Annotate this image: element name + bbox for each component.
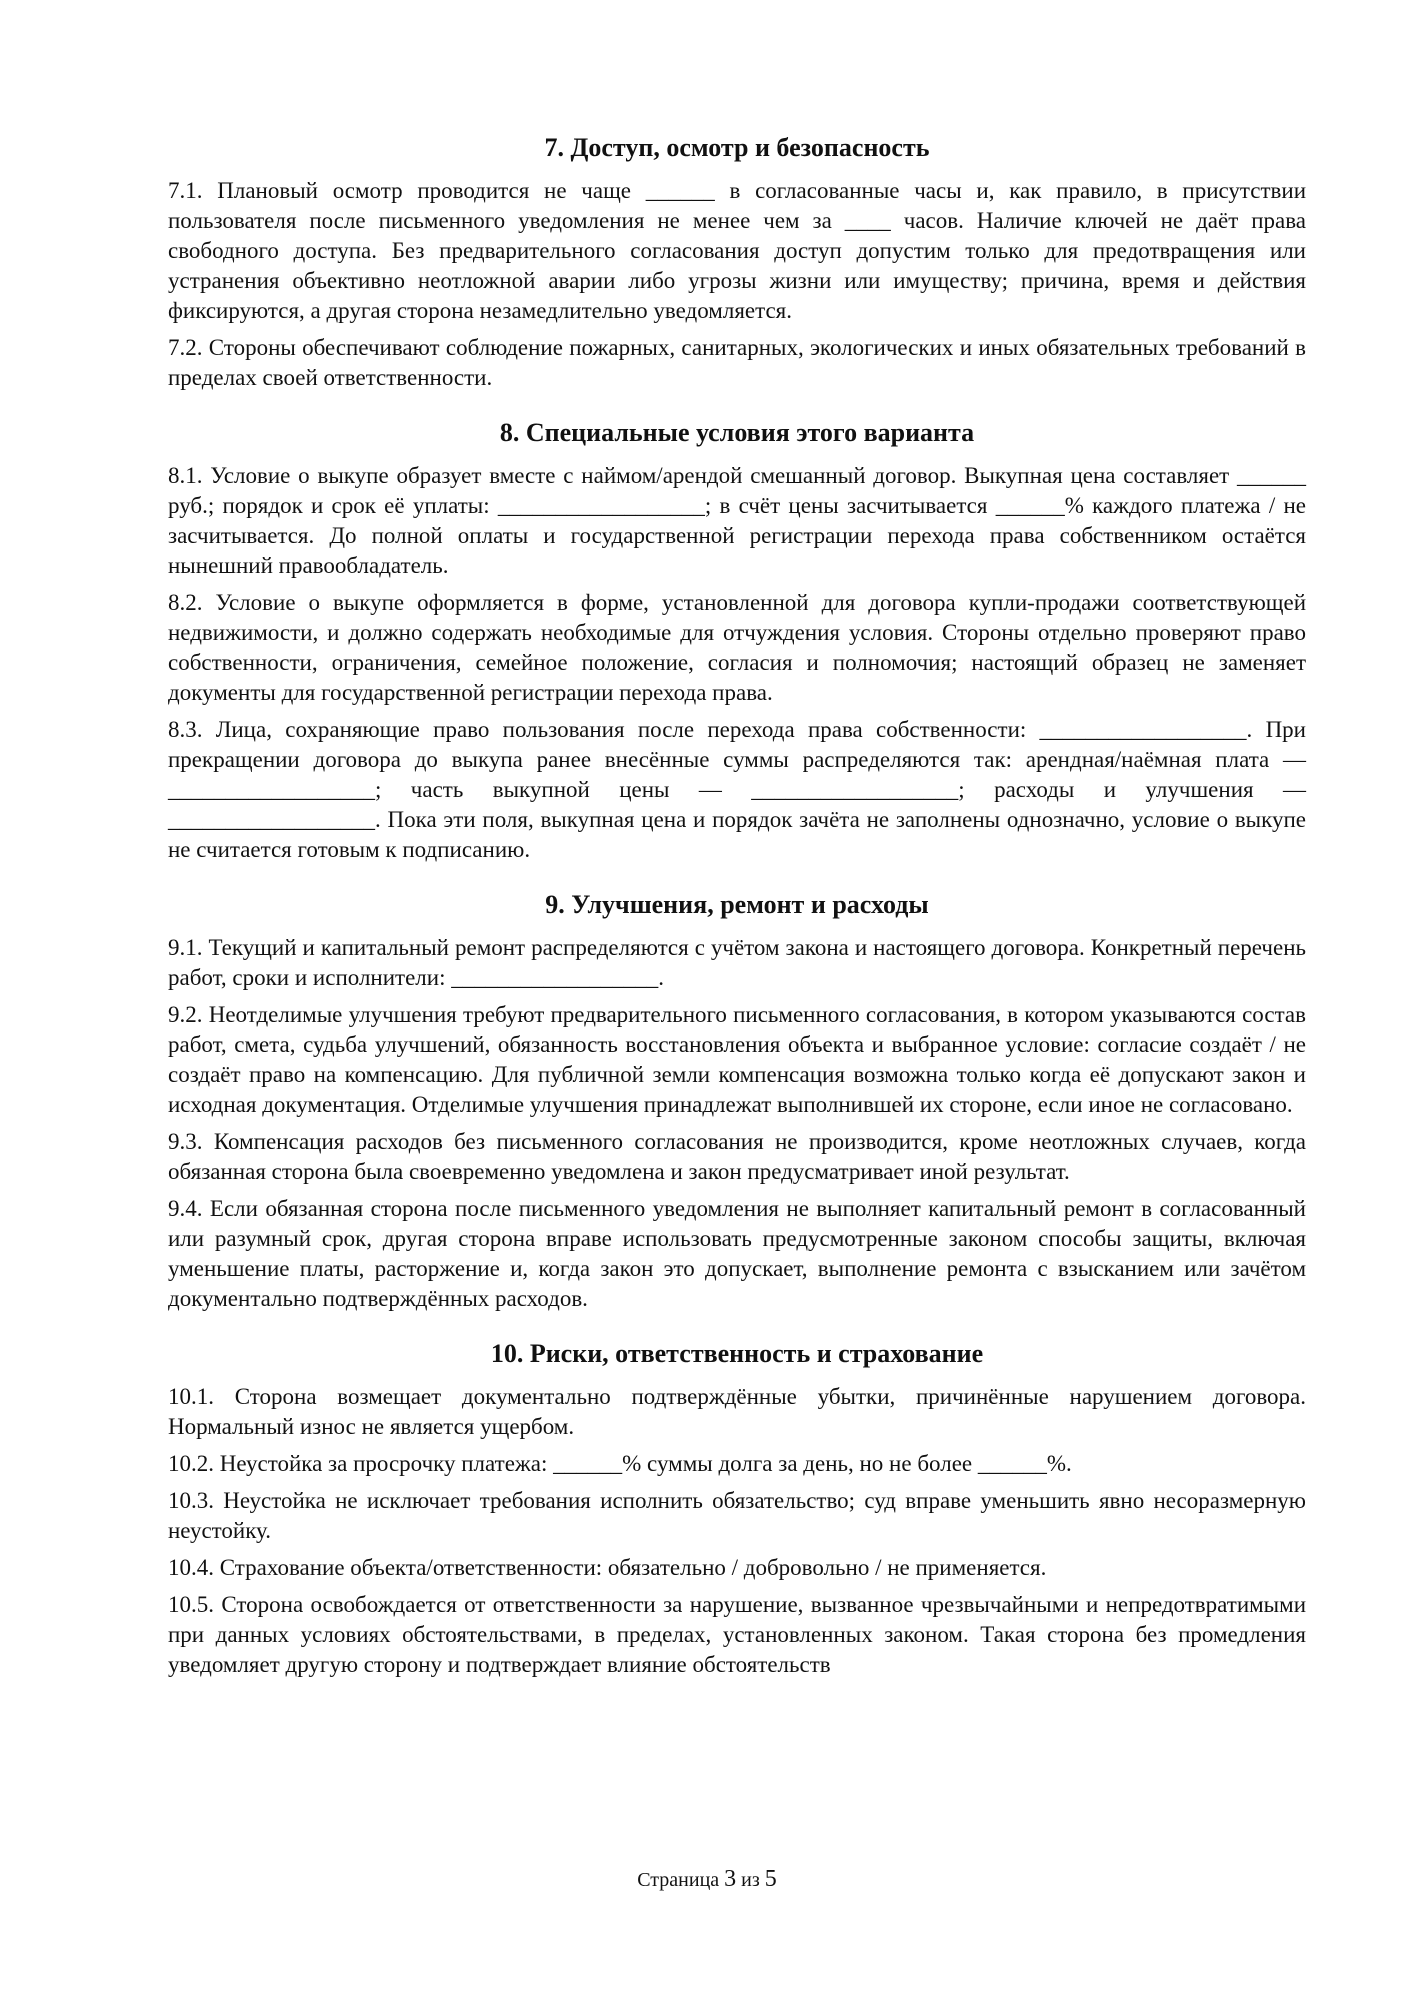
total-pages-number: 5 <box>764 1866 777 1892</box>
paragraph-8-3: 8.3. Лица, сохраняющие право пользования после перехода права собственности: __________________. При прекращении договора до выкупа ранее внесённые суммы распределяются так: арендная/наёмная плата — __________________; часть выкупной цены — __________________; расходы и улучшения — __________________. Пока эти поля, выкупная цена и порядок зачёта не заполнены однозначно, условие о выкупе не считается готовым к подписанию. <box>168 717 1306 862</box>
paragraph-9-1: 9.1. Текущий и капитальный ремонт распределяются с учётом закона и настоящего договора. Конкретный перечень работ, сроки и исполнители: __________________. <box>168 935 1306 990</box>
paragraph-9-4: 9.4. Если обязанная сторона после письменного уведомления не выполняет капитальный ремонт в согласованный или разумный срок, другая сторона вправе использовать предусмотренные законом способы защиты, включая уменьшение платы, расторжение и, когда закон это допускает, выполнение ремонта с взысканием или зачётом документально подтверждённых расходов. <box>168 1196 1306 1311</box>
section-title: 7. Доступ, осмотр и безопасность <box>544 133 930 162</box>
section-title: 8. Специальные условия этого варианта <box>499 418 975 447</box>
paragraph-10-2: 10.2. Неустойка за просрочку платежа: ______% суммы долга за день, но не более ______%. <box>168 1451 1072 1476</box>
paragraph-8-1: 8.1. Условие о выкупе образует вместе с наймом/арендой смешанный договор. Выкупная цена составляет ______ руб.; порядок и срок её уплаты: __________________; в счёт цены засчитывается ______% каждого платежа / не засчитывается. До полной оплаты и государственной регистрации перехода права собственником остаётся нынешний правообладатель. <box>168 463 1306 578</box>
current-page-number: 3 <box>724 1866 737 1892</box>
paragraph-10-1: 10.1. Сторона возмещает документально подтверждённые убытки, причинённые нарушением договора. Нормальный износ не является ущербом. <box>168 1384 1306 1439</box>
paragraph-9-2: 9.2. Неотделимые улучшения требуют предварительного письменного согласования, в котором указываются состав работ, смета, судьба улучшений, обязанность восстановления объекта и выбранное условие: согласие создаёт / не создаёт право на компенсацию. Для публичной земли компенсация возможна только когда её допускают закон и исходная документация. Отделимые улучшения принадлежат выполнившей их стороне, если иное не согласовано. <box>168 1002 1306 1117</box>
section-9 <box>168 887 1306 1314</box>
page-footer <box>0 1866 1414 1893</box>
section-10 <box>168 1336 1306 1680</box>
section-7 <box>168 130 1306 393</box>
paragraph-10-3: 10.3. Неустойка не исключает требования исполнить обязательство; суд вправе уменьшить явно несоразмерную неустойку. <box>168 1488 1306 1543</box>
page-label: Страница <box>637 1869 720 1891</box>
paragraph-10-4: 10.4. Страхование объекта/ответственности: обязательно / добровольно / не применяется. <box>168 1555 1047 1580</box>
section-8 <box>168 415 1306 865</box>
page-separator: из <box>741 1869 760 1891</box>
paragraph-8-2: 8.2. Условие о выкупе оформляется в форме, установленной для договора купли-продажи соответствующей недвижимости, и должно содержать необходимые для отчуждения условия. Стороны отдельно проверяют право собственности, ограничения, семейное положение, согласия и полномочия; настоящий образец не заменяет документы для государственной регистрации перехода права. <box>168 590 1306 705</box>
paragraph-10-5: 10.5. Сторона освобождается от ответственности за нарушение, вызванное чрезвычайными и непредотвратимыми при данных условиях обстоятельствами, в пределах, установленных законом. Такая сторона без промедления уведомляет другую сторону и подтверждает влияние обстоятельств <box>168 1592 1306 1677</box>
paragraph-7-1: 7.1. Плановый осмотр проводится не чаще ______ в согласованные часы и, как правило, в присутствии пользователя после письменного уведомления не менее чем за ____ часов. Наличие ключей не даёт права свободного доступа. Без предварительного согласования доступ допустим только для предотвращения или устранения объективно неотложной аварии либо угрозы жизни или имуществу; причина, время и действия фиксируются, а другая сторона незамедлительно уведомляется. <box>168 178 1306 323</box>
document-body <box>168 130 1306 1702</box>
paragraph-9-3: 9.3. Компенсация расходов без письменного согласования не производится, кроме неотложных случаев, когда обязанная сторона была своевременно уведомлена и закон предусматривает иной результат. <box>168 1129 1306 1184</box>
section-title: 9. Улучшения, ремонт и расходы <box>545 890 929 919</box>
section-title: 10. Риски, ответственность и страхование <box>490 1339 984 1368</box>
paragraph-7-2: 7.2. Стороны обеспечивают соблюдение пожарных, санитарных, экологических и иных обязательных требований в пределах своей ответственности. <box>168 335 1306 390</box>
